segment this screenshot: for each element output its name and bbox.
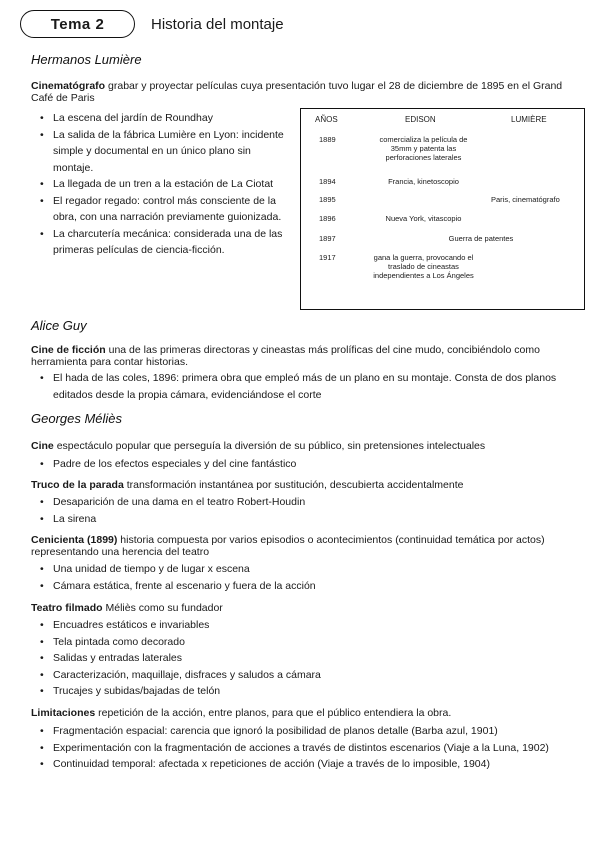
list-item: • Cámara estática, frente al escenario y fuera de la acción [40, 578, 585, 595]
section-heading-melies: Georges Méliès [31, 411, 123, 426]
table-cell-edison: Francia, kinetoscopio [388, 177, 459, 186]
term-description: repetición de la acción, entre planos, para que el público entendiera la obra. [98, 707, 452, 719]
list-item: • Salidas y entradas laterales [40, 650, 585, 667]
tema-badge: Tema 2 [20, 10, 135, 38]
list-item: • El hada de las coles, 1896: primera obra que empleó más de un plano en su montaje. Consta de dos planos editados desde la propia cámara, evidenciándose el corte [40, 370, 585, 403]
melies-limitaciones-bullets [40, 723, 585, 773]
term-teatro-filmado: Teatro filmado [31, 602, 103, 614]
table-cell-year: 1896 [319, 214, 336, 223]
table-cell-edison: Guerra de patentes [448, 234, 514, 243]
list-item: • La charcutería mecánica: considerada una de las primeras películas de ciencia-ficción. [40, 226, 292, 259]
melies-cenicienta [31, 534, 586, 558]
term-description: historia compuesta por varios episodios o acontecimientos (continuidad temática por actos) representando una herencia del teatro [31, 534, 545, 558]
term-cine: Cine [31, 440, 54, 452]
list-item: • Tela pintada como decorado [40, 634, 585, 651]
table-header-lumiere: LUMIÈRE [511, 115, 547, 124]
list-item: • Experimentación con la fragmentación de acciones a través de distintos escenarios (Viaje a la Luna, 1902) [40, 740, 585, 757]
melies-truco [31, 479, 586, 491]
melies-limitaciones [31, 707, 586, 719]
page-title: Historia del montaje [151, 15, 284, 33]
list-item: • Trucajes y subidas/bajadas de telón [40, 683, 585, 700]
term-truco-de-la-parada: Truco de la parada [31, 479, 124, 491]
term-description: Méliès como su fundador [105, 602, 223, 614]
lumiere-definition [31, 80, 586, 104]
list-item: • La sirena [40, 511, 585, 528]
term-description: espectáculo popular que perseguía la diversión de su público, sin pretensiones intelectuales [56, 440, 486, 452]
list-item: • El regador regado: control más consciente de la obra, con una narración previamente guionizada. [40, 193, 292, 226]
term-cenicienta: Cenicienta (1899) [31, 534, 118, 546]
list-item: • Caracterización, maquillaje, disfraces y saludos a cámara [40, 667, 585, 684]
term-description: una de las primeras directoras y cineastas más prolíficas del cine mudo, concibiéndolo como herramienta para contar historias. [31, 344, 540, 368]
melies-teatro-bullets [40, 617, 585, 700]
list-item: • Fragmentación espacial: carencia que ignoró la posibilidad de planos detalle (Barba azul, 1901) [40, 723, 585, 740]
guy-definition [31, 344, 586, 368]
melies-cine [31, 440, 586, 452]
list-item: • Encuadres estáticos e invariables [40, 617, 585, 634]
term-description: transformación instantánea por sustitución, descubierta accidentalmente [126, 479, 464, 491]
table-cell-year: 1897 [319, 234, 336, 243]
table-cell-year: 1889 [319, 135, 336, 144]
term-cinematografo: Cinematógrafo [31, 80, 106, 92]
list-item: • La llegada de un tren a la estación de La Ciotat [40, 176, 292, 193]
table-cell-edison: gana la guerra, provocando el traslado de cineastas independientes a Los Ángeles [373, 253, 474, 280]
melies-cine-bullets [40, 456, 585, 473]
table-cell-year: 1917 [319, 253, 336, 262]
melies-cenicienta-bullets [40, 561, 585, 594]
lumiere-bullets [40, 110, 292, 259]
edison-lumiere-table [300, 108, 585, 310]
table-cell-edison: comercializa la película de 35mm y patenta las perforaciones laterales [379, 135, 468, 162]
list-item: • La escena del jardín de Roundhay [40, 110, 292, 127]
table-cell-edison: Nueva York, vitascopio [385, 214, 462, 223]
list-item: • La salida de la fábrica Lumière en Lyon: incidente simple y documental en un único plano sin montaje. [40, 127, 292, 177]
term-limitaciones: Limitaciones [31, 707, 96, 719]
table-cell-year: 1894 [319, 177, 336, 186]
list-item: • Una unidad de tiempo y de lugar x escena [40, 561, 585, 578]
melies-truco-bullets [40, 494, 585, 527]
page-header [20, 10, 284, 38]
table-header-edison: EDISON [405, 115, 436, 124]
list-item: • Continuidad temporal: afectada x repeticiones de acción (Viaje a través de lo imposible, 1904) [40, 756, 585, 773]
table-cell-lumiere: Paris, cinematógrafo [491, 195, 560, 204]
table-cell-year: 1895 [319, 195, 336, 204]
section-heading-guy: Alice Guy [31, 318, 87, 333]
list-item: • Desaparición de una dama en el teatro Robert-Houdin [40, 494, 585, 511]
table-header-years: AÑOS [315, 115, 338, 124]
melies-teatro [31, 602, 586, 614]
guy-bullets [40, 370, 585, 403]
section-heading-lumiere: Hermanos Lumière [31, 52, 142, 67]
list-item: • Padre de los efectos especiales y del cine fantástico [40, 456, 585, 473]
term-description: grabar y proyectar películas cuya presentación tuvo lugar el 28 de diciembre de 1895 en el Grand Café de Paris [31, 80, 563, 104]
term-cine-de-ficcion: Cine de ficción [31, 344, 106, 356]
